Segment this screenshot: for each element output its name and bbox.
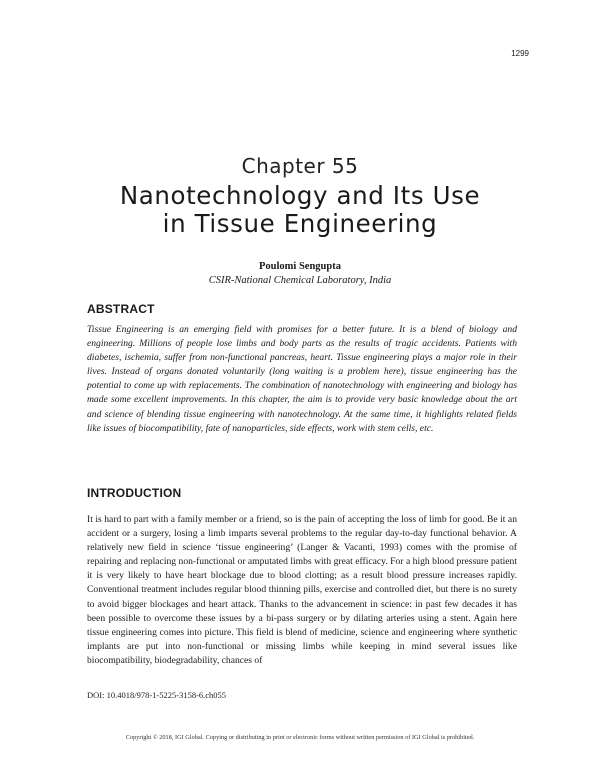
abstract-body: Tissue Engineering is an emerging field with promises for a better future. It is a blend of biology and engineering. Millions of people lose limbs and body parts as the results of tragic accidents. Patients with diabetes, ischemia, suffer from non-functional pancreas, heart. Tissue engineering plays a major role in their lives. Instead of organs donated voluntarily (long waiting is a problem here), tissue engineering has the potential to come up with replacements. The combination of nanotechnology with engineering and biology has made some excellent improvements. In this chapter, the aim is to provide very basic knowledge about the art and science of blending tissue engineering with nanotechnology. At the same time, it highlights related fields like issues of biocompatibility, fate of nanoparticles, side effects, work with stem cells, etc. — [87, 324, 517, 434]
author-affiliation: CSIR-National Chemical Laboratory, India — [208, 275, 392, 286]
introduction-body: It is hard to part with a family member or a friend, so is the pain of accepting the loss of limb for good. Be it an accident or a surgery, losing a limb imparts several problems to the regular day-to-day functional behavior. A relatively new field in science ‘tissue engineering’ (Langer & Vacanti, 1993) comes with the promise of repairing and replacing non-functional or amputated limbs with great efficacy. For a high blood pressure patient it is very likely to have heart blockage due to blood clotting; as a result blood pressure increases rapidly. Conventional treatment includes regular blood thinning pills, exercise and controlled diet, but there is no surety to avoid bigger blockages and heart attack. Thanks to the advancement in science: in past few decades it has been possible to overcome these issues by a bi-pass surgery or by dilating arteries using a stent. Again here tissue engineering comes into picture. This field is blend of medicine, science and engineering where synthetic implants are put into non-functional or missing limbs while keeping in mind several issues like biocompatibility, biodegradability, chances of — [87, 514, 517, 666]
introduction-heading: INTRODUCTION — [87, 486, 182, 500]
chapter-label: Chapter 55 — [241, 154, 359, 178]
copyright-notice: Copyright © 2018, IGI Global. Copying or distributing in print or electronic forms without written permission of IGI Global is prohibited. — [125, 734, 475, 741]
chapter-title — [0, 182, 600, 238]
chapter-title-line-2: in Tissue Engineering — [162, 209, 438, 238]
chapter-title-line-1: Nanotechnology and Its Use — [119, 181, 481, 210]
author-name: Poulomi Sengupta — [259, 261, 341, 272]
abstract-heading: ABSTRACT — [87, 302, 155, 316]
page-number: 1299 — [511, 49, 529, 58]
doi-line: DOI: 10.4018/978-1-5225-3158-6.ch055 — [87, 690, 227, 700]
